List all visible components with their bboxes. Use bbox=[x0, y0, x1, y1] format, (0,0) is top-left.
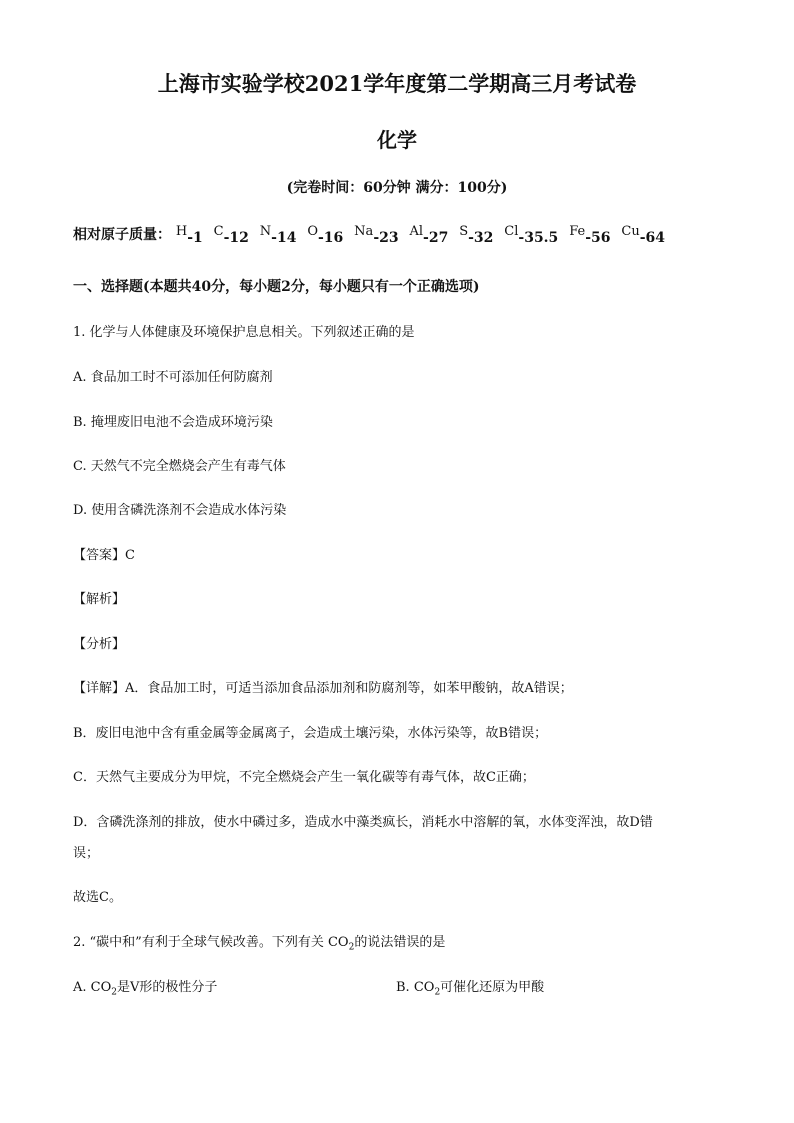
q1-stem: 1. 化学与人体健康及环境保护息息相关。下列叙述正确的是 bbox=[73, 325, 415, 340]
subject-title: 化学 bbox=[377, 128, 417, 152]
mass-fe: Fe-56 bbox=[569, 224, 611, 246]
q1-detail-b: B．废旧电池中含有重金属等金属离子，会造成土壤污染，水体污染等，故B错误； bbox=[73, 726, 548, 741]
atomic-masses-label: 相对原子质量： bbox=[73, 227, 171, 243]
section-heading: 一、选择题(本题共40分，每小题2分，每小题只有一个正确选项) bbox=[73, 279, 480, 295]
q2-option-b: B. $CO_2$可催化还原为甲酸 bbox=[396, 980, 545, 998]
q1-option-b: B. 掩埋废旧电池不会造成环境污染 bbox=[73, 415, 273, 430]
q1-option-a: A. 食品加工时不可添加任何防腐剂 bbox=[73, 370, 273, 385]
mass-o: O-16 bbox=[307, 224, 344, 246]
q2-stem: 2. “碳中和”有利于全球气候改善。下列有关 $CO_2$的说法错误的是 bbox=[73, 935, 446, 953]
q1-answer bbox=[73, 544, 135, 563]
q1-option-c: C. 天然气不完全燃烧会产生有毒气体 bbox=[73, 459, 286, 474]
q2-option-a: A. $CO_2$是V形的极性分子 bbox=[73, 980, 218, 998]
exam-title: 上海市实验学校2021学年度第二学期高三月考试卷 bbox=[157, 71, 637, 96]
q1-detail-c: C．天然气主要成分为甲烷，不完全燃烧会产生一氧化碳等有毒气体，故C正确； bbox=[73, 770, 535, 785]
q1-analysis-label: 【解析】 bbox=[73, 592, 126, 607]
detail-label: 【详解】 bbox=[73, 681, 126, 696]
mass-s: S-32 bbox=[459, 224, 494, 246]
q1-detail-a bbox=[73, 677, 573, 696]
mass-na: Na-23 bbox=[354, 224, 399, 246]
exam-meta: (完卷时间：60分钟 满分：100分) bbox=[286, 180, 508, 196]
detail-a-text: A．食品加工时，可适当添加食品添加剂和防腐剂等，如苯甲酸钠，故A错误； bbox=[125, 681, 573, 696]
mass-c: C-12 bbox=[213, 224, 249, 246]
mass-al: Al-27 bbox=[409, 224, 449, 246]
q1-detail-d-line1: D．含磷洗涤剂的排放，使水中磷过多，造成水中藻类疯长，消耗水中溶解的氧，水体变浑浊，故D错 bbox=[73, 815, 653, 830]
mass-n: N-14 bbox=[259, 224, 297, 246]
q1-option-d: D. 使用含磷洗涤剂不会造成水体污染 bbox=[73, 503, 287, 518]
answer-label: 【答案】 bbox=[73, 548, 126, 563]
q1-fenxi-label: 【分析】 bbox=[73, 637, 126, 652]
answer-value: C bbox=[125, 548, 135, 563]
atomic-masses bbox=[73, 224, 671, 246]
q1-conclusion: 故选C。 bbox=[73, 890, 122, 905]
mass-h: H-1 bbox=[175, 224, 203, 246]
mass-cl: Cl-35.5 bbox=[504, 224, 559, 246]
q1-detail-d-line2: 误； bbox=[73, 846, 100, 861]
mass-cu: Cu-64 bbox=[621, 224, 665, 246]
